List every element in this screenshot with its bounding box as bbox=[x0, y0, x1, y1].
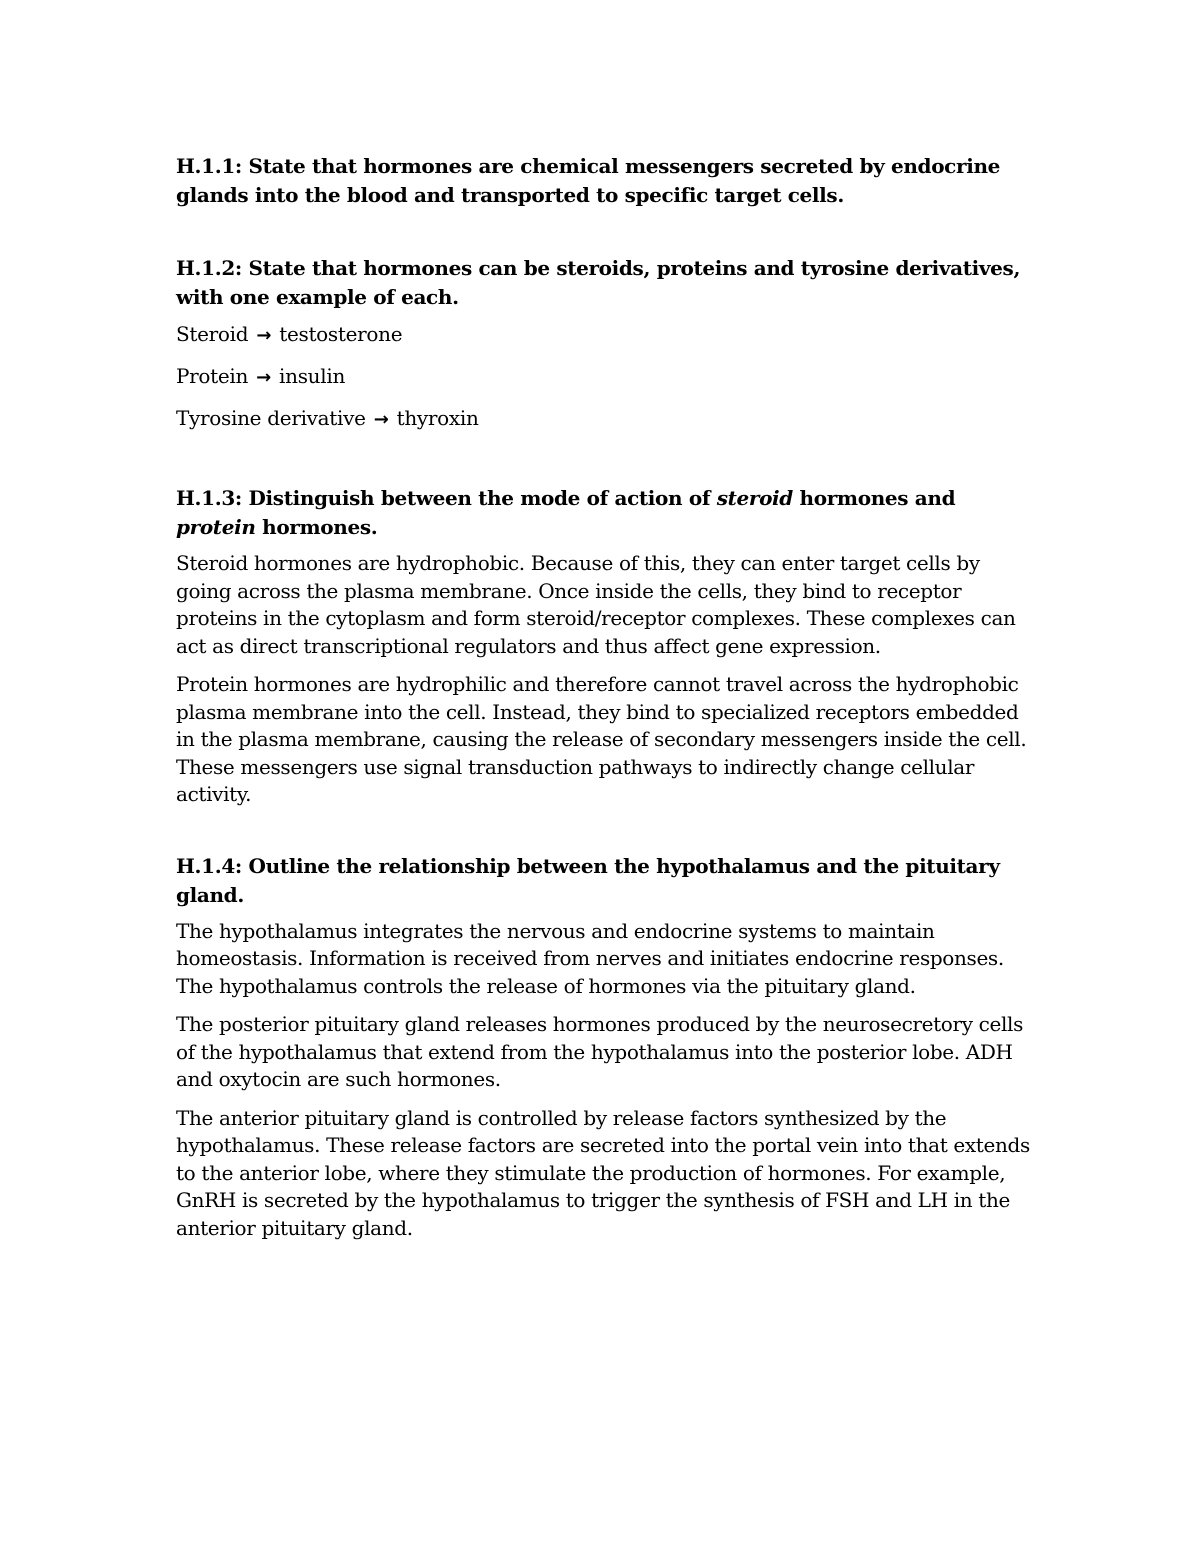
right-arrow-icon: → bbox=[256, 325, 272, 346]
example-line-steroid bbox=[176, 320, 1036, 350]
spacer bbox=[176, 820, 1036, 852]
heading-emphasis-steroid: steroid bbox=[716, 486, 793, 510]
heading-text: hormones. bbox=[255, 515, 378, 539]
section-heading-h1-4: H.1.4: Outline the relationship between the hypothalamus and the pituitary gland. bbox=[176, 853, 1000, 907]
section-heading-h1-3 bbox=[176, 484, 1036, 542]
right-arrow-icon: → bbox=[256, 367, 271, 388]
spacer bbox=[176, 218, 1036, 254]
example-type: Protein bbox=[176, 364, 249, 388]
example-line-protein bbox=[176, 362, 1036, 392]
paragraph-steroid-hormones: Steroid hormones are hydrophobic. Because of this, they can enter target cells by going across the plasma membrane. Once inside the cells, they bind to receptor proteins in the cytoplasm and form steroid/receptor complexes. These complexes can act as direct transcriptional regulators and thus affect gene expression. bbox=[176, 551, 1016, 658]
section-heading-h1-2: H.1.2: State that hormones can be steroids, proteins and tyrosine derivatives, with one example of each. bbox=[176, 256, 1021, 309]
heading-text: hormones and bbox=[792, 486, 956, 510]
example-type: Steroid bbox=[176, 322, 249, 346]
example-value: testosterone bbox=[279, 322, 403, 346]
heading-emphasis-protein: protein bbox=[176, 515, 256, 539]
paragraph-protein-hormones: Protein hormones are hydrophilic and therefore cannot travel across the hydrophobic plasma membrane into the cell. Instead, they bind to specialized receptors embedded in the plasma membrane, causing the release of secondary messengers inside the cell. These messengers use signal transduction pathways to indirectly change cellular activity. bbox=[176, 672, 1027, 806]
example-value: insulin bbox=[279, 364, 346, 388]
spacer bbox=[176, 446, 1036, 484]
document-page bbox=[176, 152, 1036, 1253]
paragraph-posterior-pituitary: The posterior pituitary gland releases hormones produced by the neurosecretory cells of the hypothalamus that extend from the hypothalamus into the posterior lobe. ADH and oxytocin are such hormones. bbox=[176, 1012, 1024, 1091]
right-arrow-icon: → bbox=[373, 409, 389, 430]
example-type: Tyrosine derivative bbox=[176, 406, 366, 430]
example-value: thyroxin bbox=[396, 406, 479, 430]
heading-text: H.1.3: Distinguish between the mode of action of bbox=[176, 486, 717, 510]
paragraph-anterior-pituitary: The anterior pituitary gland is controlled by release factors synthesized by the hypothalamus. These release factors are secreted into the portal vein into that extends to the anterior lobe, where they stimulate the production of hormones. For example, GnRH is secreted by the hypothalamus to trigger the synthesis of FSH and LH in the anterior pituitary gland. bbox=[176, 1105, 1030, 1240]
paragraph-hypothalamus: The hypothalamus integrates the nervous and endocrine systems to maintain homeostasis. Information is received from nerves and initiates endocrine responses. The hypothalamus controls the release of hormones via the pituitary gland. bbox=[176, 918, 1004, 998]
example-line-tyrosine bbox=[176, 404, 1036, 434]
section-heading-h1-1: H.1.1: State that hormones are chemical messengers secreted by endocrine glands into the blood and transported to specific target cells. bbox=[176, 154, 1001, 207]
